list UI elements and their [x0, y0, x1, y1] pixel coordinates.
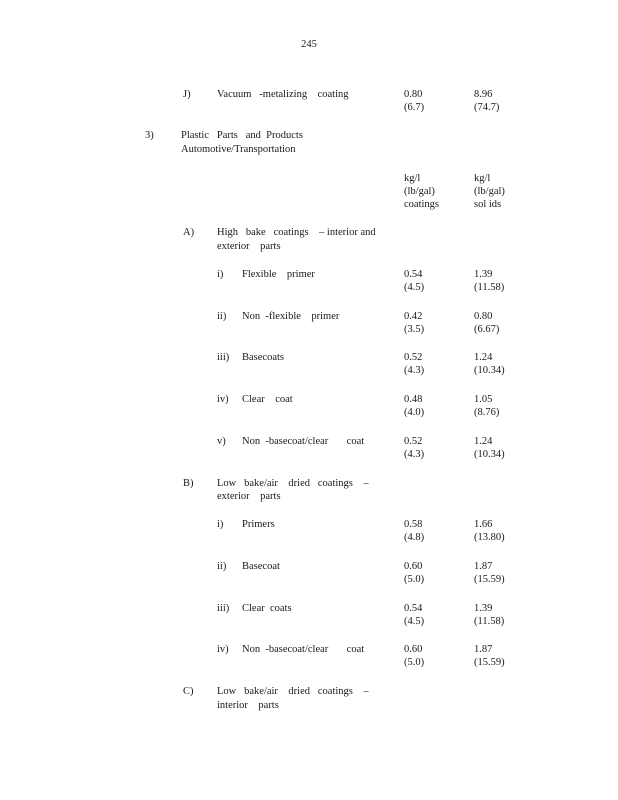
group-a-item-coatings: 0.54 — [404, 269, 423, 280]
group-a-item-coatings: 0.42 — [404, 311, 423, 322]
group-a-item-marker: i) — [217, 269, 224, 280]
group-b-item-label: Clear coats — [242, 603, 292, 614]
item-j-solids-value-alt: (74.7) — [474, 102, 500, 113]
group-b-item-solids-alt: (11.58) — [474, 616, 505, 627]
group-b-item-coatings: 0.60 — [404, 644, 423, 655]
group-a-item-label: Non -basecoat/clear coat — [242, 436, 365, 447]
item-j-label: Vacuum -metalizing coating — [217, 89, 349, 100]
group-a-item-solids: 1.39 — [474, 269, 493, 280]
group-b-item-label: Non -basecoat/clear coat — [242, 644, 365, 655]
section-3-title-line2: Automotive/Transportation — [181, 144, 296, 155]
group-a-item-coatings-alt: (4.3) — [404, 449, 425, 460]
item-j-solids-value: 8.96 — [474, 89, 493, 100]
group-a-item-solids-alt: (6.67) — [474, 324, 500, 335]
group-a-item-marker: v) — [217, 436, 226, 447]
solids-header-label: sol ids — [474, 199, 502, 210]
group-a-item-label: Clear coat — [242, 394, 293, 405]
group-a-item-solids-alt: (8.76) — [474, 407, 500, 418]
group-a-item-coatings-alt: (4.0) — [404, 407, 425, 418]
group-b-marker: B) — [183, 478, 194, 489]
group-b-item-label: Basecoat — [242, 561, 280, 572]
group-a-item-solids-alt: (11.58) — [474, 282, 505, 293]
group-a-item-coatings: 0.52 — [404, 436, 423, 447]
item-j-marker: J) — [183, 89, 191, 100]
coatings-header-unit: kg/l — [404, 173, 421, 184]
group-a-marker: A) — [183, 227, 195, 238]
group-b-item-marker: iv) — [217, 644, 229, 655]
group-b-title-line2: exterior parts — [217, 491, 281, 502]
group-a-item-coatings: 0.52 — [404, 352, 423, 363]
group-b-item-coatings: 0.60 — [404, 561, 423, 572]
item-j-coatings-value-alt: (6.7) — [404, 102, 425, 113]
group-b-item-coatings-alt: (5.0) — [404, 574, 425, 585]
group-b-item-solids: 1.66 — [474, 519, 493, 530]
group-b-item-solids-alt: (13.80) — [474, 532, 505, 543]
group-a-item-marker: iv) — [217, 394, 229, 405]
group-a-item-marker: iii) — [217, 352, 230, 363]
group-b-item-coatings-alt: (4.5) — [404, 616, 425, 627]
group-c-title-line1: Low bake/air dried coatings – — [217, 686, 369, 697]
group-b-item-coatings: 0.58 — [404, 519, 423, 530]
group-a-item-solids-alt: (10.34) — [474, 449, 505, 460]
group-b-title-line1: Low bake/air dried coatings – — [217, 478, 369, 489]
group-a-item-marker: ii) — [217, 311, 227, 322]
section-3-title-line1: Plastic Parts and Products — [181, 130, 303, 141]
item-j-coatings-value: 0.80 — [404, 89, 423, 100]
group-a-item-coatings-alt: (4.3) — [404, 365, 425, 376]
group-a-item-label: Basecoats — [242, 352, 284, 363]
group-a-item-label: Flexible primer — [242, 269, 315, 280]
group-a-item-solids: 1.05 — [474, 394, 493, 405]
group-a-item-solids: 1.24 — [474, 352, 493, 363]
group-b-item-label: Primers — [242, 519, 275, 530]
page-number: 245 — [301, 39, 317, 50]
group-a-item-coatings: 0.48 — [404, 394, 423, 405]
group-b-item-marker: iii) — [217, 603, 230, 614]
section-3-marker: 3) — [145, 130, 154, 141]
group-a-item-solids-alt: (10.34) — [474, 365, 505, 376]
group-b-item-coatings-alt: (5.0) — [404, 657, 425, 668]
solids-header-unit-alt: (lb/gal) — [474, 186, 505, 197]
group-b-item-marker: ii) — [217, 561, 227, 572]
group-b-item-coatings: 0.54 — [404, 603, 423, 614]
group-a-item-coatings-alt: (4.5) — [404, 282, 425, 293]
group-b-item-solids: 1.87 — [474, 644, 493, 655]
group-b-item-solids-alt: (15.59) — [474, 657, 505, 668]
group-b-item-solids: 1.39 — [474, 603, 493, 614]
coatings-header-label: coatings — [404, 199, 439, 210]
group-c-marker: C) — [183, 686, 194, 697]
group-a-item-label: Non -flexible primer — [242, 311, 340, 322]
group-a-title-line2: exterior parts — [217, 241, 281, 252]
group-b-item-coatings-alt: (4.8) — [404, 532, 425, 543]
coatings-header-unit-alt: (lb/gal) — [404, 186, 435, 197]
group-c-title-line2: interior parts — [217, 700, 279, 711]
group-a-item-solids: 0.80 — [474, 311, 493, 322]
group-b-item-solids-alt: (15.59) — [474, 574, 505, 585]
solids-header-unit: kg/l — [474, 173, 491, 184]
group-b-item-solids: 1.87 — [474, 561, 493, 572]
group-a-item-solids: 1.24 — [474, 436, 493, 447]
group-a-item-coatings-alt: (3.5) — [404, 324, 425, 335]
group-a-title-line1: High bake coatings – interior and — [217, 227, 376, 238]
group-b-item-marker: i) — [217, 519, 224, 530]
